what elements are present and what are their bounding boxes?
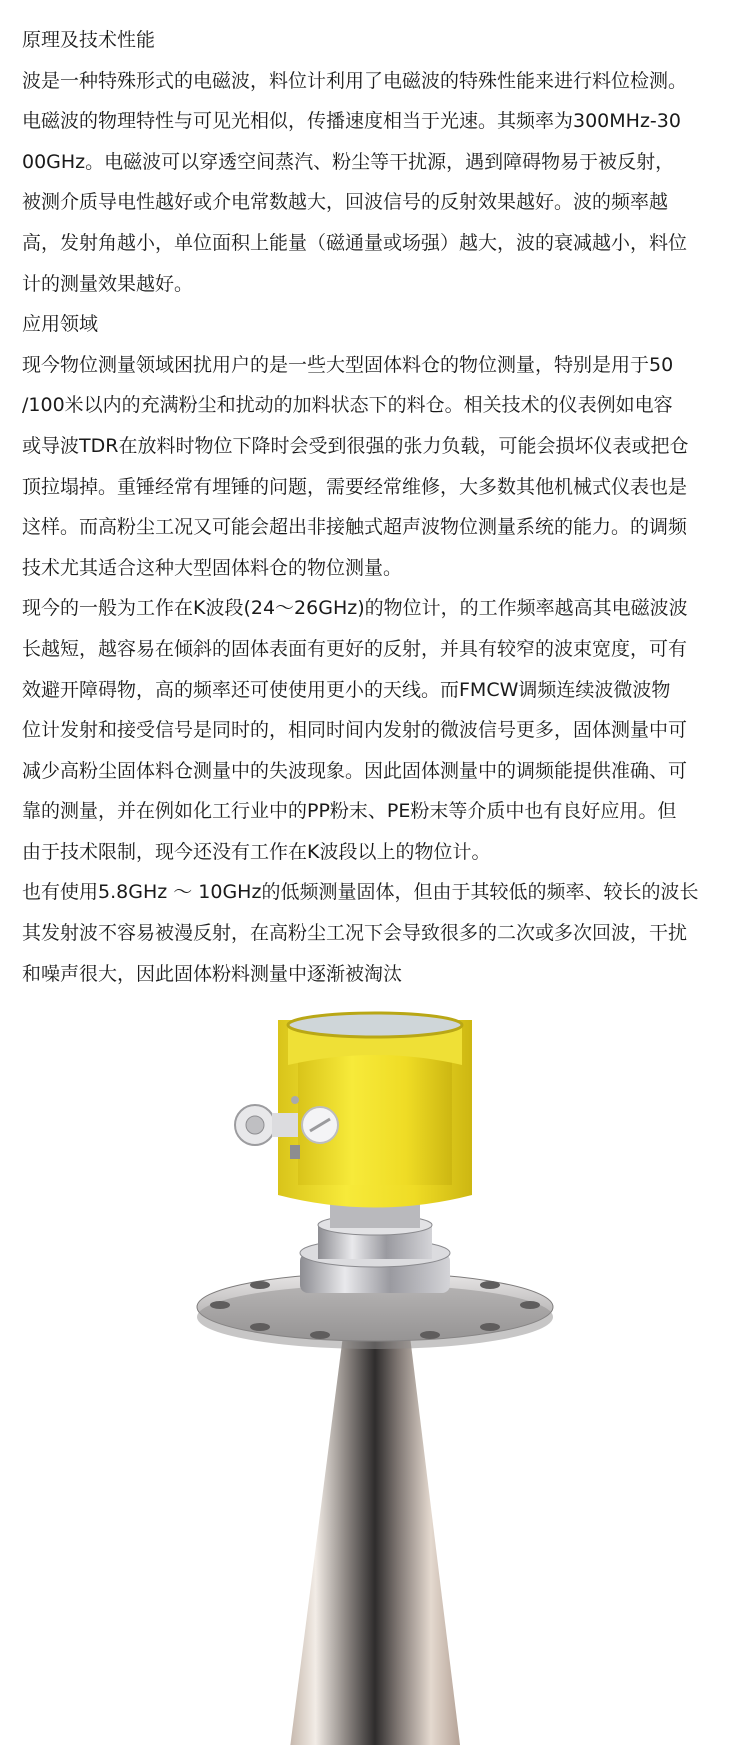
horn-antenna <box>282 1320 468 1745</box>
text-line: 00GHz。电磁波可以穿透空间蒸汽、粉尘等干扰源，遇到障碍物易于被反射， <box>22 150 675 173</box>
text-line: 被测介质导电性越好或介电常数越大，回波信号的反射效果越好。波的频率越 <box>22 191 669 214</box>
text-line: 位计发射和接受信号是同时的，相同时间内发射的微波信号更多，固体测量中可 <box>22 719 688 742</box>
text-line: 计的测量效果越好。 <box>22 272 194 295</box>
text-line: 由于技术限制，现今还没有工作在K波段以上的物位计。 <box>22 840 491 863</box>
housing-window <box>288 1013 462 1037</box>
text-line: 效避开障碍物，高的频率还可使使用更小的天线。而FMCW调频连续波微波物 <box>22 678 671 701</box>
product-image <box>150 1000 600 1745</box>
section-heading-principle: 原理及技术性能 <box>22 29 156 51</box>
section-heading-application: 应用领域 <box>22 313 99 336</box>
text-line: 和噪声很大，因此固体粉料测量中逐渐被淘汰 <box>22 962 403 985</box>
text-line: 或导波TDR在放料时物位下降时会受到很强的张力负载，可能会损坏仪表或把仓 <box>22 434 689 457</box>
text-line: 也有使用5.8GHz ～ 10GHz的低频测量固体，但由于其较低的频率、较长的波长 <box>22 881 699 904</box>
article-text <box>22 20 732 994</box>
radar-level-meter-illustration <box>150 1000 600 1745</box>
text-line: 这样。而高粉尘工况又可能会超出非接触式超声波物位测量系统的能力。的调频 <box>22 516 688 539</box>
text-line: 现今的一般为工作在K波段(24～26GHz)的物位计，的工作频率越高其电磁波波 <box>22 597 688 620</box>
text-line: /100米以内的充满粉尘和扰动的加料状态下的料仓。相关技术的仪表例如电容 <box>22 394 673 417</box>
text-line: 其发射波不容易被漫反射，在高粉尘工况下会导致很多的二次或多次回波，干扰 <box>22 922 688 945</box>
text-line: 高，发射角越小，单位面积上能量（磁通量或场强）越大，波的衰减越小，料位 <box>22 231 688 254</box>
text-line: 电磁波的物理特性与可见光相似，传播速度相当于光速。其频率为300MHz-30 <box>22 110 681 133</box>
text-line: 顶拉塌掉。重锤经常有埋锤的问题，需要经常维修，大多数其他机械式仪表也是 <box>22 475 688 498</box>
text-line: 靠的测量，并在例如化工行业中的PP粉末、PE粉末等介质中也有良好应用。但 <box>22 800 677 823</box>
text-line: 波是一种特殊形式的电磁波，料位计利用了电磁波的特殊性能来进行料位检测。 <box>22 69 688 92</box>
text-line: 技术尤其适合这种大型固体料仓的物位测量。 <box>22 556 403 579</box>
text-line: 现今物位测量领域困扰用户的是一些大型固体料仓的物位测量，特别是用于50 <box>22 353 674 376</box>
text-line: 减少高粉尘固体料仓测量中的失波现象。因此固体测量中的调频能提供准确、可 <box>22 759 688 782</box>
text-line: 长越短，越容易在倾斜的固体表面有更好的反射，并具有较窄的波束宽度，可有 <box>22 637 688 660</box>
